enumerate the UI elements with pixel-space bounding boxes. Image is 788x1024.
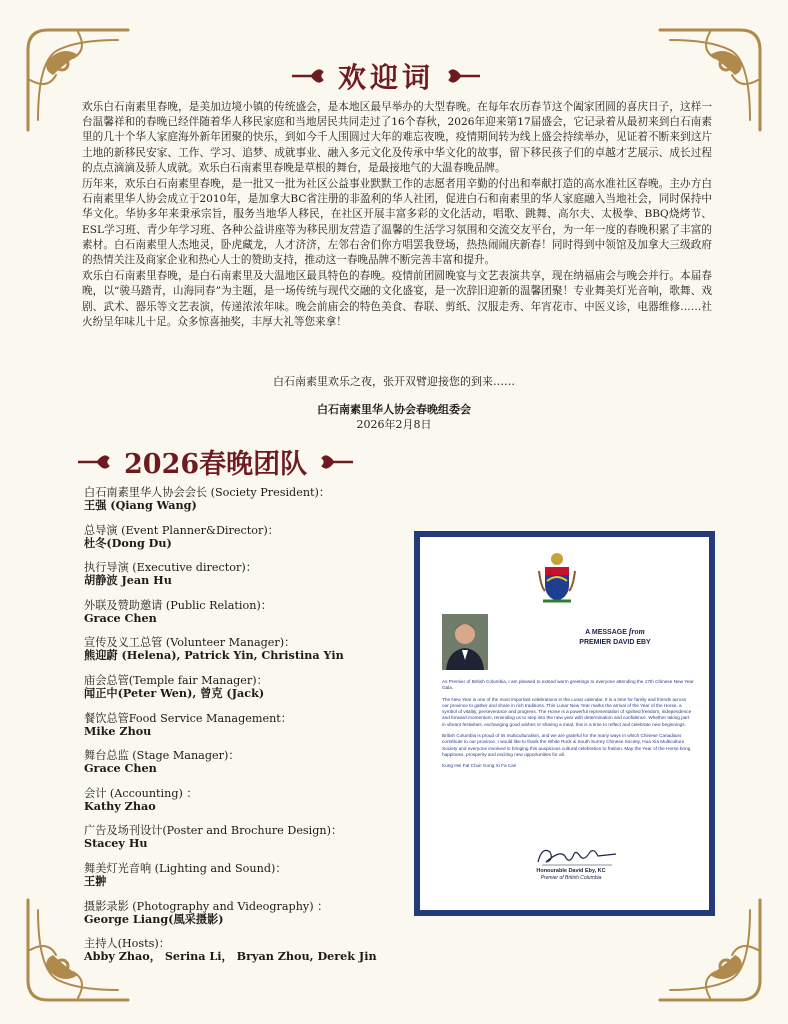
team-member	[84, 524, 404, 562]
welcome-paragraph: 欢乐白石南素里春晚，是白石南素里及大温地区最具特色的春晚。疫情前团圆晚宴与文艺表演共享，现在纳福庙会与晚会并行。本届春晚，以“骏马踏青，山海同春”为主题，是一场传统与现代交融的文化盛宴，是一次辞旧迎新的温馨团聚！专业舞美灯光音响，歌舞、戏剧、武术、器乐等文艺表演，传递浓浓年味。晚会前庙会的特色美食、春联、剪纸、汉服走秀、年宵花市、中医义诊，电器维修……社火纷呈年味儿十足。众多惊喜抽奖，丰厚大礼等您来拿！	[82, 270, 712, 328]
letter-paragraph: The New Year is one of the most important celebrations in the Lunar calendar. It is a time for family and friends across our province to gather and share in rich traditions. This Lunar New Year marks the arrival of the Year of the Horse, a symbol of vitality, perseverance and progress. The Horse is a powerful representation of spirited freedom, independence and forward momentum, reminding us to step into the new year with determination and confidence. Whether taking part in vibrant festivities, exchanging good wishes or sharing a meal, this is a time to reflect and celebrate new beginnings.	[442, 696, 692, 727]
letter-heading-line1: A MESSAGE	[585, 629, 627, 636]
team-member	[84, 712, 404, 750]
member-name: 杜冬(Dong Du)	[84, 535, 172, 550]
fleur-ornament-icon	[321, 450, 355, 474]
welcome-title: 欢迎词	[338, 61, 435, 94]
member-name: Abby Zhao， Serina Li， Bryan Zhou, Derek Jin	[84, 949, 377, 964]
member-name: 胡静波 Jean Hu	[84, 573, 172, 588]
fleur-ornament-icon	[76, 450, 110, 474]
letter-paragraph: As Premier of British Columbia, I am pleased to extend warm greetings to everyone attending the 17th Chinese New Year Gala.	[442, 679, 694, 691]
signature-name: Honourable David Eby, KC	[536, 868, 606, 874]
member-name: 闻正中(Peter Wen), 曾克 (Jack)	[84, 685, 265, 700]
member-name: 王翀	[84, 873, 107, 888]
member-role: 总导演 (Event Planner&Director)：	[84, 523, 279, 537]
letter-paragraph: British Columbia is proud of its multiculturalism, and we are grateful for the many ways in which Chinese Canadians contribute to our province. I would like to thank the White Rock & South Surrey Chinese Society, Hua Xia Multiculture Society and everyone involved in bringing this auspicious cultural celebration to fruition. May the Year of the Horse bring happiness, prosperity and exciting new opportunities for all.	[442, 733, 691, 757]
member-name: Stacey Hu	[84, 836, 148, 851]
bc-coat-of-arms-icon	[537, 551, 577, 605]
letter-heading-line2: PREMIER DAVID EBY	[579, 639, 651, 646]
member-role: 舞美灯光音响 (Lighting and Sound)：	[84, 861, 287, 875]
team-member	[84, 787, 404, 825]
member-role: 庙会总管(Temple fair Manager)：	[84, 673, 268, 687]
premier-letter	[420, 537, 709, 910]
signature-icon	[532, 844, 622, 868]
team-member	[84, 824, 404, 862]
member-role: 外联及赞助邀请 (Public Relation)：	[84, 598, 272, 612]
member-name: George Liang(風采摄影)	[84, 911, 224, 926]
member-name: Grace Chen	[84, 761, 157, 776]
letter-paragraph: Kung Hei Fat Choi! Gong Xi Fa Cai!	[442, 763, 517, 769]
organizer-name: 白石南素里华人协会春晚组委会	[317, 403, 471, 416]
member-role: 餐饮总管Food Service Management：	[84, 711, 292, 725]
welcome-paragraph: 历年来，欢乐白石南素里春晚，是一批又一批为社区公益事业默默工作的志愿者用辛勤的付出和奉献打造的高水准社区春晚。主办方白石南素里华人协会成立于2010年，是加拿大BC省注册的非盈利的华人社团，促进白石和南素里的华人家庭融入当地社会，同时保持中华文化。华协多年来秉承宗旨，服务当地华人移民，在社区开展丰富多彩的文化活动，唱歌、跳舞、高尔夫、太极拳、BBQ烧烤节、ESL学习班、青少年学习班、各种公益讲座等为移民朋友营造了温馨的生活学习氛围和交流交友平台，为一年一度的春晚积累了丰富的素材。白石南素里人杰地灵，卧虎藏龙，人才济济，左邻右舍们你方唱罢我登场，热热闹闹庆新春！同时得到中领馆及加拿大三级政府的热情关注及商家企业和热心人士的赞助支持，推动这一春晚品牌不断完善丰富和提升。	[82, 178, 712, 267]
member-role: 摄影录影 (Photography and Videography) ：	[84, 899, 329, 913]
member-role: 白石南素里华人协会会长 (Society President)：	[84, 486, 331, 499]
team-member	[84, 636, 404, 674]
fleur-ornament-icon	[290, 64, 324, 88]
welcome-date: 2026年2月8日	[356, 418, 432, 431]
team-member	[84, 937, 404, 975]
team-member	[84, 862, 404, 900]
member-role: 主持人(Hosts)：	[84, 937, 170, 951]
member-name: Mike Zhou	[84, 723, 152, 738]
letter-heading	[540, 627, 690, 648]
team-member	[84, 749, 404, 787]
team-member	[84, 900, 404, 938]
member-name: 熊迎蔚 (Helena), Patrick Yin, Christina Yin	[84, 648, 344, 663]
letter-body	[442, 679, 694, 775]
premier-photo	[442, 614, 488, 670]
team-member	[84, 599, 404, 637]
team-member	[84, 561, 404, 599]
welcome-text	[82, 100, 712, 331]
member-role: 广告及场刊设计(Poster and Brochure Design)：	[84, 824, 343, 838]
team-member	[84, 486, 404, 524]
member-name: Kathy Zhao	[84, 798, 156, 813]
welcome-heading	[290, 56, 482, 96]
member-role: 宣传及义工总管 (Volunteer Manager)：	[84, 636, 296, 650]
member-role: 执行导演 (Executive director)：	[84, 561, 257, 575]
fleur-ornament-icon	[448, 64, 482, 88]
welcome-paragraph: 欢乐白石南素里春晚，是美加边境小镇的传统盛会，是本地区最早举办的大型春晚。在每年农历春节这个阖家团圆的喜庆日子，这样一台温馨祥和的春晚已经伴随着华人移民家庭和当地居民共同走过了16个春秋，2026年迎来第17届盛会，它记录着从最初来到白石南素里的几十个华人家庭海外新年团聚的快乐，到如今千人围圆过大年的难忘夜晚，疫情期间转为线上盛会持续举办，见证着不断来到这片土地的新移民安家、工作、学习、追梦、成就事业、融入多元文化及传承中华文化的故事，留下移民孩子们的卓越才艺展示、成长过程的点点滴滴及骄人成就。欢乐白石南素里春晚是草根的舞台，是最接地气的大温春晚品牌。	[82, 101, 712, 174]
signature-title: Premier of British Columbia	[540, 875, 602, 881]
premier-letter-frame	[414, 531, 715, 916]
team-heading	[76, 442, 355, 481]
team-title: 2026春晚团队	[124, 449, 308, 480]
invitation-line: 白石南素里欢乐之夜，张开双臂迎接您的到来……	[273, 375, 515, 388]
member-role: 会计 (Accounting) ：	[84, 786, 198, 800]
letter-heading-from: from	[628, 627, 645, 636]
team-list	[84, 486, 404, 975]
team-member	[84, 674, 404, 712]
member-name: 王强 (Qiang Wang)	[84, 498, 197, 512]
member-role: 舞台总监 (Stage Manager)：	[84, 749, 240, 763]
member-name: Grace Chen	[84, 610, 157, 625]
